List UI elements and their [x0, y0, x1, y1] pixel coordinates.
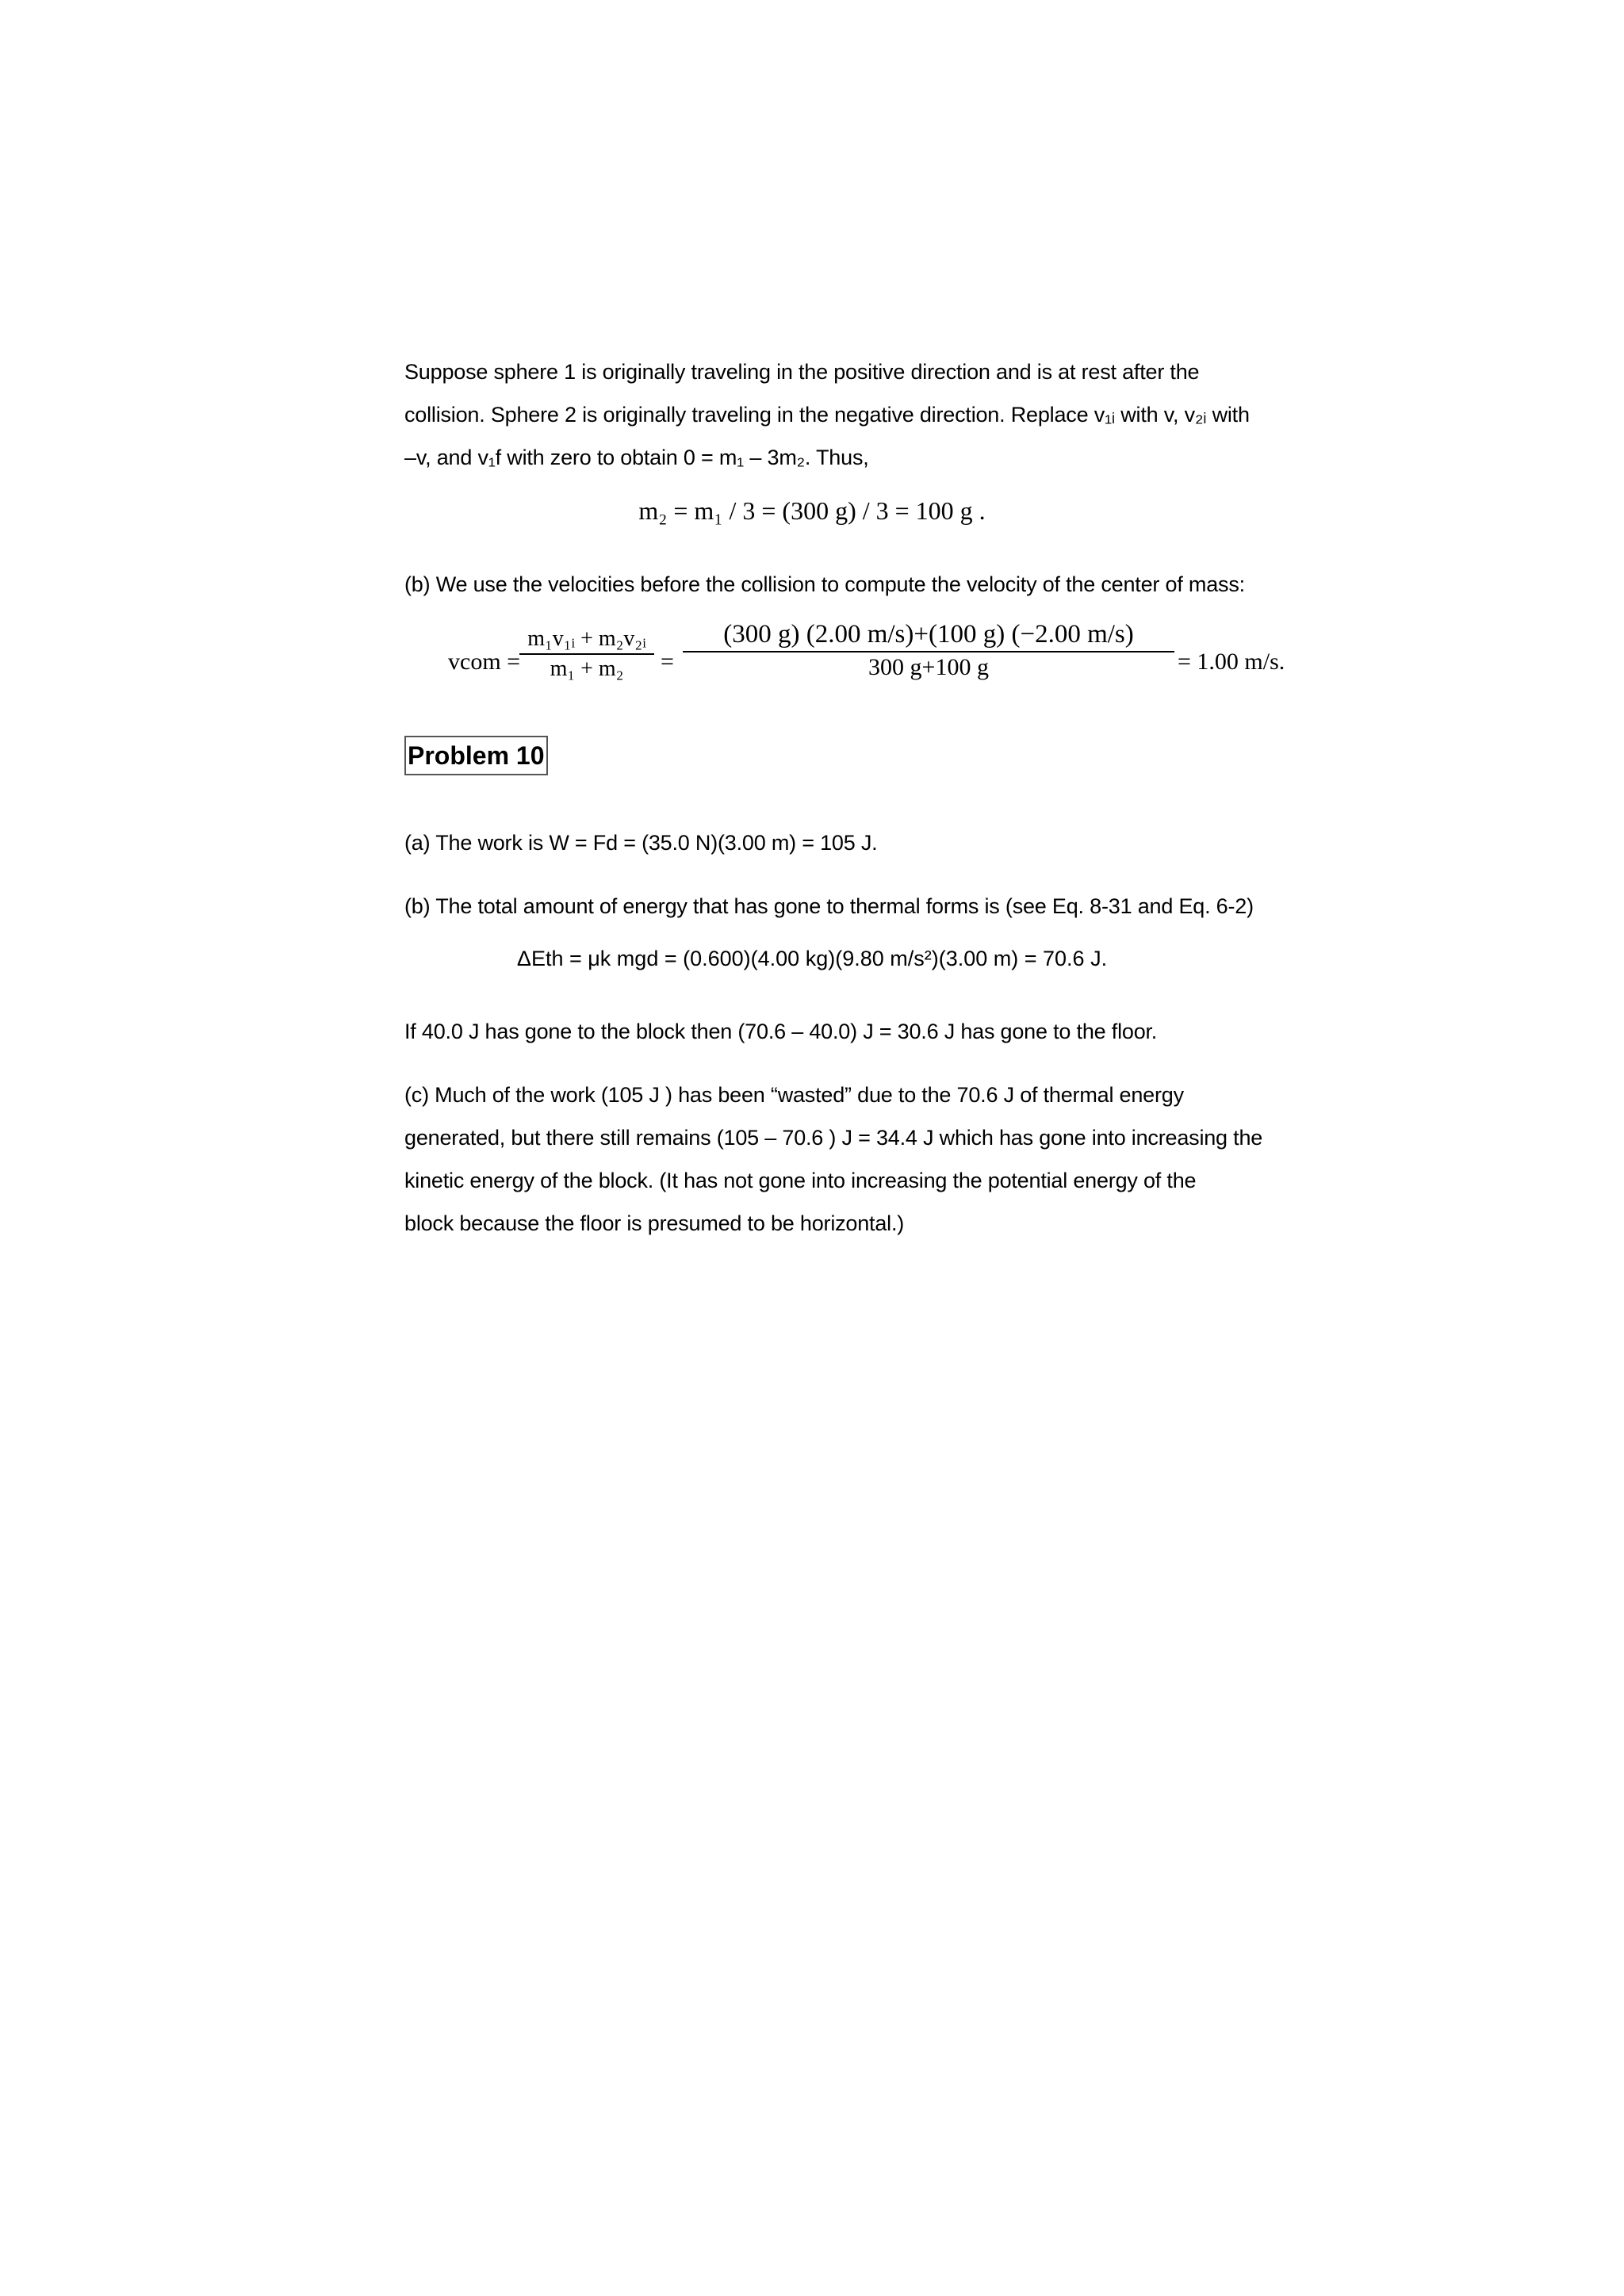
intro-line-1: Suppose sphere 1 is originally traveling in the positive direction and is at rest after the [404, 360, 1200, 384]
equation-m2: m₂ = m₁ / 3 = (300 g) / 3 = 100 g . [638, 496, 986, 525]
equation-vcom-fraction-symbolic [519, 626, 654, 682]
equals-sign: = [661, 649, 674, 675]
part-c-line-3: kinetic energy of the block. (It has not gone into increasing the potential energy of the [404, 1169, 1197, 1192]
problem-heading: Problem 10 [404, 736, 548, 775]
equation-vcom-result: = 1.00 m/s. [1178, 649, 1285, 675]
intro-line-2: collision. Sphere 2 is originally traveling in the negative direction. Replace v₁ᵢ with v, v₂ᵢ with [404, 403, 1250, 427]
part-c-line-2: generated, but there still remains (105 – 70.6 ) J = 34.4 J which has gone into increasing the [404, 1126, 1263, 1150]
equation-vcom-fraction-numeric [683, 620, 1174, 681]
part-b-intro: (b) We use the velocities before the collision to compute the velocity of the center of mass: [404, 572, 1245, 596]
fraction-denominator: m₁ + m₂ [550, 656, 624, 681]
part-c-line-4: block because the floor is presumed to be horizontal.) [404, 1211, 905, 1235]
floor-line: If 40.0 J has gone to the block then (70.6 – 40.0) J = 30.6 J has gone to the floor. [404, 1020, 1158, 1043]
part-a: (a) The work is W = Fd = (35.0 N)(3.00 m) = 105 J. [404, 831, 878, 855]
fraction-numerator: (300 g) (2.00 m/s)+(100 g) (−2.00 m/s) [723, 620, 1134, 649]
fraction-bar [519, 653, 654, 655]
equation-thermal: ΔEth = μk mgd = (0.600)(4.00 kg)(9.80 m/s²)(3.00 m) = 70.6 J. [516, 947, 1108, 970]
equation-vcom-lhs: vcom = [448, 649, 521, 675]
intro-line-3: –v, and v₁f with zero to obtain 0 = m₁ – 3m₂. Thus, [404, 446, 869, 469]
fraction-bar [683, 651, 1174, 652]
part-c-line-1: (c) Much of the work (105 J ) has been “wasted” due to the 70.6 J of thermal energy [404, 1083, 1184, 1107]
part-b: (b) The total amount of energy that has gone to thermal forms is (see Eq. 8-31 and Eq. 6-2) [404, 894, 1254, 918]
fraction-numerator: m₁v₁ᵢ + m₂v₂ᵢ [527, 626, 646, 651]
fraction-denominator: 300 g+100 g [868, 654, 989, 680]
